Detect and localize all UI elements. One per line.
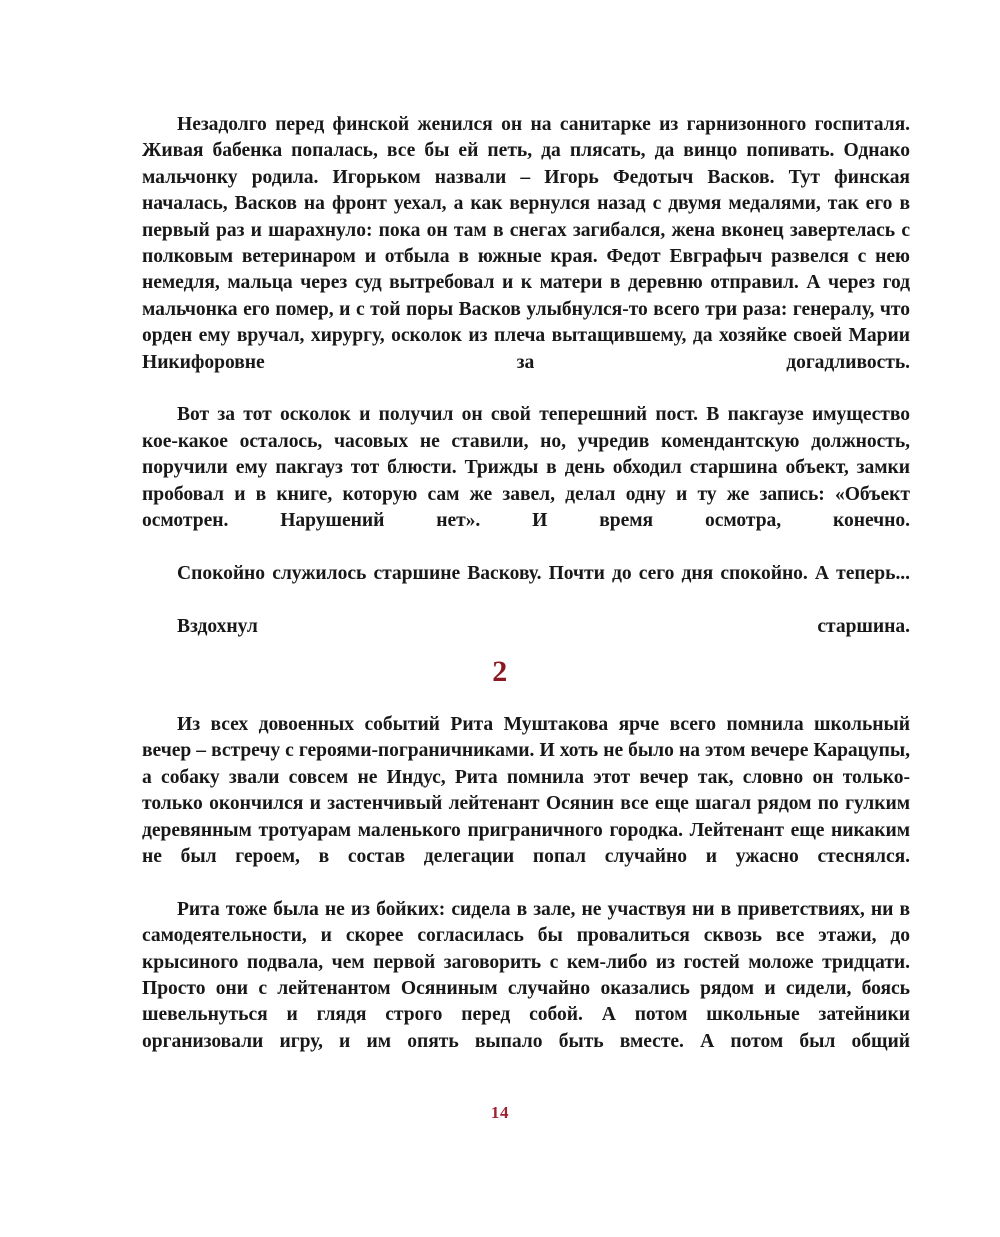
section-one-text xyxy=(142,112,910,667)
paragraph: Вздохнул старшина. xyxy=(177,615,910,637)
paragraph: Вот за тот осколок и получил он свой теперешний пост. В пакгаузе имущество кое-какое осталось, часовых не ставили, но, учредив комендантскую должность, поручили ему пакгауз тот блюсти. Трижды в день обходил старшина объект, замки пробовал и в книге, которую сам же завел, делал одну и ту же запись: «Объект осмотрен. Нарушений нет». И время осмотра, конечно. xyxy=(142,404,910,532)
paragraph: Спокойно служилось старшине Васкову. Почти до сего дня спокойно. А теперь... xyxy=(177,562,910,584)
chapter-heading: 2 xyxy=(492,655,508,688)
paragraph: Из всех довоенных событий Рита Муштакова ярче всего помнила школьный вечер – встречу с героями-пограничниками. И хоть не было на этом вечере Карацупы, а собаку звали совсем не Индус, Рита помнила этот вечер так, словно он только-только окончился и застенчивый лейтенант Осянин все еще шагал рядом по гулким деревянным тротуарам маленького приграничного городка. Лейтенант еще никаким не был героем, в состав делегации попал случайно и ужасно стеснялся. xyxy=(142,714,910,868)
page-number: 14 xyxy=(490,1103,510,1122)
paragraph: Рита тоже была не из бойких: сидела в зале, не участвуя ни в приветствиях, ни в самодеятельности, и скорее согласилась бы провалиться сквозь все этажи, до крысиного подвала, чем первой заговорить с кем-либо из гостей моложе тридцати. Просто они с лейтенантом Осяниным случайно оказались рядом и сидели, боясь шевельнуться и глядя строго перед собой. А потом школьные затейники организовали игру, и им опять выпало быть вместе. А потом был общий xyxy=(142,898,910,1052)
section-two-text xyxy=(142,712,910,1082)
paragraph: Незадолго перед финской женился он на санитарке из гарнизонного госпиталя. Живая бабенка попалась, все бы ей петь, да плясать, да винцо попивать. Однако мальчонку родила. Игорьком назвали – Игорь Федотыч Васков. Тут финская началась, Васков на фронт уехал, а как вернулся назад с двумя медалями, так его в первый раз и шарахнуло: пока он там в снегах загибался, жена вконец завертелась с полковым ветеринаром и отбыла в южные края. Федот Евграфыч развелся с нею немедля, мальца через суд вытребовал и к матери в деревню отправил. А через год мальчонка его помер, и с той поры Васков улыбнулся-то всего три раза: генералу, что орден ему вручал, хирургу, осколок из плеча вытащившему, да хозяйке своей Марии Никифоровне за догадливость. xyxy=(142,114,910,373)
